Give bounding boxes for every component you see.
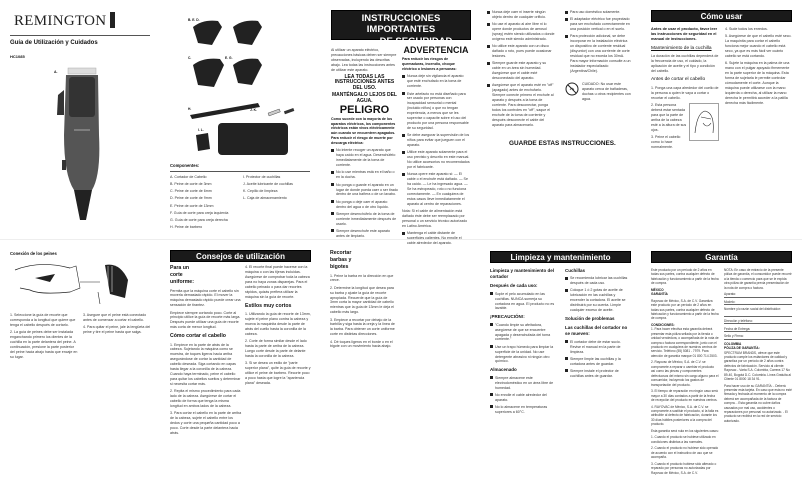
warranty-field[interactable]	[724, 300, 792, 305]
how-cut-step: 3. Para cortar el cabello en la parte de arriba de la cabeza, sujete el cabello entre los dedos y corte una pequeña cantidad poco a poco. Corte desde la parte delantera hacia atrás.	[170, 411, 242, 436]
field-label: Modelo:	[724, 299, 736, 304]
warranty-text: Rayovac de México, S.A. de C.V. Garantiza este producto por un período de 2 años en todas sus partes, contra cualquier defecto de fabricación y funcionamiento a partir de la fecha de compra.	[651, 298, 719, 321]
danger-item-text: Siempre desenchufe este aparato antes de limpiarlo.	[336, 228, 390, 238]
warning-item-text: Nunca opere este aparato si: — El cable o el enchufe está dañado. — Se ha caído. — Le ha ingresado agua. — Se ha estropeado, roto o no funciona correctamente. — En cualquiera de estos casos lleve inmediatamente el aparato al centro de reparaciones.	[407, 172, 468, 207]
danger-item-text: No ponga o deje caer el aparato dentro del agua o de otro líquido.	[336, 199, 389, 209]
warning-item	[402, 92, 470, 132]
beard-step: 1. Peine la barba en la dirección en que crece.	[330, 273, 394, 283]
short-style-step: 1. Utilizando la guía de recorte de 13mm, sujete el peine plano contra la cabeza y mueva la maquinita desde la parte de atrás del cuello hasta la coronilla de la cabeza.	[245, 311, 311, 336]
how-cut-step: 1. Empiece en la parte de atrás de la cabeza. Sujetando la máquina como se muestra, de toques ligeros hacia arriba asegurándose de cortar la cantidad de cabello deseada. Siga cortando en capas hasta llegar a la coronilla de la cabeza. Cuando haya terminado, peine el cabello para quitar los cabellos sueltos y determinar si necesita cortar más.	[170, 342, 241, 387]
trouble-item	[565, 357, 631, 367]
warranty-text: Para hacer uso de su GARANTÍA: - Deberá presentar esta tarjeta. En caso que esta no esté firmada y fechada al momento de la compra deberá ser acompañada de la factura de compra. - Esta garantía no cubre daños causados por mal uso, accidentes o reparaciones por personal no autorizado. - El producto se recibirá en la red de servicio autorizado.	[724, 383, 792, 423]
uniform-text: Permita que la máquina corte el cabello sin moverla demasiado rápido. El mover la máquina demasiado rápido puede crear una sensación de tirantez.	[170, 288, 241, 308]
trouble-item	[565, 340, 631, 355]
trouble-item-text: Siempre instale el protector de cuchillas antes de guardar.	[570, 368, 619, 378]
trouble-item	[565, 369, 631, 379]
safety-item-text: Siempre guarde este aparato y su cable en un área sin humedad. Asegúrese que el cable esté desconectado del aparato.	[492, 61, 547, 80]
mexico-heading: MÉXICO	[651, 287, 664, 292]
component-item: A. Cortador de Cabello	[170, 175, 207, 179]
warranty-text: 1. Para hacer efectiva esta garantía deberá presentar esta póliza sellada por la tienda o unidad vendedora, o acompañada de la nota de compra o factura correspondiente, junto con el producto en cualquiera de nuestros centros de servicio. Teléfono (55) 5081 - 7979. Para atención de garantía marque 01 800 714 2503.	[651, 327, 719, 358]
beard-step: 4. Dé toques ligeros en el borde o en el bigote con un movimiento hacia abajo.	[330, 339, 393, 349]
warranty-field[interactable]	[724, 327, 792, 332]
storage-item	[490, 393, 558, 403]
howto-col-2	[725, 27, 792, 108]
component-item: H. Peine de barbero	[170, 224, 203, 229]
accessories-illustration	[188, 15, 298, 155]
trouble-item-text: Siempre limpie las cuchillas y la cortadora antes de guardar.	[570, 356, 621, 366]
danger-item-text: Siempre desenchúfelo de la toma de corriente inmediatamente después de usarlo.	[336, 211, 397, 226]
howto-step: 2. Esta persona deberá estar sentada para que la parte de arriba de la cabeza esté a la altura de sus ojos.	[651, 102, 687, 132]
beard-step: 2. Determine la longitud que desea para su barba y ajuste la guía de recorte apropiada. Recuerde que la guía de 3mm corta la mayor cantidad de cabello mientras que la guía de 13mm le deja el cabello más largo.	[330, 285, 394, 315]
component-item: F. Guía de corte para oreja izquierda	[170, 210, 229, 215]
beard-heading: Recortar barbas y bigotes	[330, 250, 352, 271]
steps-with-illustration	[651, 103, 719, 152]
safety-col-3	[487, 10, 555, 130]
safety-item	[565, 10, 631, 15]
howto-col-1	[651, 27, 719, 152]
colombia-subheading: PÓLIZA DE GARANTÍA:	[724, 346, 760, 351]
warning-item	[402, 133, 470, 148]
warning-heading: ADVERTENCIA	[403, 45, 469, 55]
danger-text: Como sucede con la mayoría de los aparatos eléctricos, los componentes eléctricos están vivos eléctricamente aún cuando se encuentren apagados. Para reducir el riesgo de muerte por descarga eléctrica:	[331, 116, 396, 146]
safety-col-4	[565, 10, 631, 102]
warranty-text: 3. El tiempo de reparación en ningún caso será mayor a 30 días contados a partir de la fecha de recepción del producto en nuestros centros.	[651, 389, 718, 402]
safety-item	[487, 22, 555, 42]
howto-step: 6. Sujete la máquina en la palma de una mano con el pulgar apoyado firmemente en la parte superior de la máquina. Esta forma de sujetarla le permite controlar cómodamente el corte. Aunque la máquina puede utilizarse con la mano izquierda o derecha, al utilizar la mano derecha le permitirá acceder a la patilla derecha más fácilmente.	[725, 61, 790, 105]
component-item: B. Peine de corte de 3mm	[170, 182, 212, 187]
tips-title-bar: Consejos de utilización	[170, 250, 311, 262]
warranty-field[interactable]	[724, 292, 792, 297]
blades-item-text: Coloque 1 ó 2 gotas de aceite de lubricación en las cuchillas y encender la cortadora. El aceite se distribuirá por su cuenta. Limpie cualquier exceso de aceite.	[570, 288, 626, 313]
combs-heading: Conexión de los peines	[10, 251, 57, 256]
components-rule	[170, 171, 310, 172]
warning-item-text: Se debe asegurar la supervisión de los niños para evitar que jueguen con el aparato.	[407, 133, 470, 148]
how-cut-step: 2. Repita el mismo procedimiento para cada lado de la cabeza. Asegúrese de cortar el cabello de forma que tenga la misma longitud en ambos lados de la cabeza.	[170, 389, 241, 409]
howto-step: 3. Peine el cabello como lo hace normalmente.	[651, 134, 681, 149]
danger-item	[331, 183, 398, 198]
comb-attach-illustration	[10, 260, 150, 305]
model-number: HC1085	[10, 54, 25, 59]
component-item: D. Peine de corte de 9mm	[170, 196, 212, 201]
warranty-col-2	[724, 268, 792, 425]
no-water-icon	[565, 82, 579, 96]
combs-col-2	[83, 313, 151, 337]
warranty-text: Esta garantía será nula en los siguientes casos:	[651, 428, 719, 433]
warning-text: Para reducir los riesgos de quemaduras, incendio, choque eléctrico o lesiones a personas:	[402, 57, 457, 72]
safety-intro: Al utilizar un aparato eléctrico, precauciones básicas deben ser siempre observadas, incluyendo las descritas abajo. Lea todas las instrucciones antes de utilizar este aparato.	[331, 48, 397, 72]
save-instructions: GUARDE ESTAS INSTRUCCIONES.	[509, 140, 616, 147]
warranty-text: 2. Rayovac de México, S.A. de C.V. se compromete a reparar o cambiar el producto así como las piezas y componentes defectuosos del mismo sin cargo alguno para el consumidor, incluyendo los gastos de transportación del producto.	[651, 360, 719, 387]
caution-item	[490, 323, 558, 343]
warranty-text: 4. RAYOVAC de México, S.A. de C.V. se compromete a sustituir el producto, si la falla es atribuible al defecto de fabricación, durante los 30 días hábiles posteriores a la compra del producto.	[651, 404, 719, 427]
danger-item	[331, 170, 398, 180]
safety-item	[565, 17, 631, 32]
beard-step: 3. Empiece a recortar por debajo de la barbilla y siga hasta la oreja y la línea de la barba. Para obtener un corte uniforme corte en distintas direcciones.	[330, 317, 395, 337]
combs-step: 3. Asegure que el peine está conectado antes de comenzar a cortar el cabello.	[83, 313, 147, 322]
warning-item-text: Mantenga el cable distante de cable alrededor del aparato.	[407, 231, 455, 246]
warranty-exclusion: 3. Cuando el producto hubiese sido alterado o reparado por personas no autorizadas por Rayovac de México, S.A. de C.V.	[651, 461, 717, 475]
warning-item	[402, 150, 470, 170]
conditions-heading: CONDICIONES:	[651, 323, 675, 328]
blades-item	[565, 276, 631, 286]
storage-item	[490, 405, 558, 415]
warranty-exclusion: 2. Cuando el producto no hubiese sido operado de acuerdo con el instructivo de uso que se acompaña.	[651, 446, 719, 460]
storage-item-text: No enrolle el cable alrededor del aparato.	[495, 392, 547, 402]
tips-col-1	[170, 265, 242, 438]
short-styles-heading: Estilos muy cortos	[245, 302, 292, 309]
warning-item	[402, 172, 470, 207]
warranty-field[interactable]	[724, 334, 792, 339]
beard-col	[330, 250, 396, 352]
cable-note: Nota: Si el cable de alimentación está dañado éste debe ser reemplazado por personal o un servicio técnico autorizado en Latino América.	[402, 209, 468, 229]
blades-item	[565, 288, 631, 313]
part-label: B. E. D.	[188, 18, 200, 22]
safety-item-text: No use el aparato al aire libre ni lo opere donde productos de aerosol (spray) estén siendo utilizados o donde oxígeno esté siendo administrado.	[492, 22, 555, 41]
warranty-exclusion: 1. Cuando el producto se hubiese utilizado en condiciones distintas a las normales.	[651, 435, 716, 444]
storage-heading: Almacenado	[490, 367, 517, 373]
mexico-subheading: GARANTÍA	[651, 292, 668, 297]
short-style-step: 2. Corte de forma similar desde el lado hasta la parte de arriba de la cabeza. Luego corte desde la parte de delante hasta la coronilla de la cabeza.	[245, 338, 307, 358]
maintenance-heading: Mantenimiento de la cuchilla	[651, 45, 712, 51]
caution-item	[490, 345, 558, 365]
after-use-heading: Después de cada uso:	[490, 283, 538, 289]
safety-item-text: No utilice este aparato con un disco dañado o roto, pues puede ocasionar lesiones.	[492, 44, 552, 58]
caution-item-text: "Cuando limpie su afeitadora, asegúrese de que se encuentre apagada y desenchufada del toma corriente."	[495, 322, 551, 342]
warranty-title-bar: Garantía	[651, 251, 792, 263]
care-block	[565, 82, 631, 102]
cleaning-item	[490, 292, 558, 312]
how-cut-heading: Cómo cortar el cabello	[170, 333, 226, 340]
part-label: H.	[188, 107, 192, 111]
component-item: K. Cepillo de limpieza	[243, 189, 278, 194]
storage-item	[490, 376, 558, 391]
storage-item-text: Siempre almacene este electrodoméstico en un área libre de humedad.	[495, 375, 554, 390]
warning-item-text: Nunca deje sin vigilancia el aparato que esté enchufado en la toma de corriente.	[407, 74, 464, 89]
troubleshooting-subheading: Las cuchillas del cortador no se mueven:	[565, 325, 628, 337]
cleaning-col-2	[565, 268, 631, 381]
part-label: E. G.	[225, 56, 233, 60]
safety-item	[487, 44, 555, 59]
danger-item-text: No lo use mientras está en el baño o en la ducha.	[336, 170, 395, 180]
component-item: L. Caja de almacenamiento	[243, 196, 287, 201]
part-label: I. L.	[198, 128, 204, 132]
caution-item-text: Use un trapo húmedo para limpiar la superficie de la unidad. No use detergente abrasivo ni ningún otro químico.	[495, 344, 554, 364]
safety-col-1	[331, 48, 398, 241]
safety-item-text: Para protección adicional, se debe incorporar en la instalación eléctrica un dispositivo de corriente residual (disyuntor) con una corriente de corte residual que no exceda los 30mA. Para mayor información consulte a un instalador especializado (Argentina/Chile).	[570, 34, 631, 73]
warning-item-text: Utilice este aparato solamente para el uso previsto y descrito en este manual. No utilice accesorios no recomendados por el fabricante.	[407, 150, 470, 170]
field-label: Dirección y teléfono:	[724, 319, 753, 323]
combs-col-1	[10, 313, 78, 362]
howto-step: 1. Ponga una capa alrededor del cuello de la persona a quien le vaya a cortar o recortar el cabello.	[651, 85, 719, 100]
component-item: C. Peine de corte de 6mm	[170, 189, 212, 194]
danger-item-text: No intente recoger un aparato que haya caído en el agua. Desenchúfelo inmediatamente de la toma de corriente.	[336, 148, 396, 168]
brand-logo	[14, 12, 115, 30]
combs-step: 1. Seleccione la guía de recorte que corresponda a la longitud que quiere que tenga el cabello después de cortarlo.	[10, 313, 76, 327]
how-cut-step: 4. El recorte final puede hacerse con la máquina o con las tijeras incluidas. Asegúrese de comprobar toda la cabeza para no haya zonas disparejas. Para el cabello peinado o para dar recortes rápidos, quizás prefiera utilizar la máquina sin la guía de recorte.	[245, 265, 310, 299]
warranty-field[interactable]	[724, 307, 792, 316]
howto-title-bar: Cómo usar	[651, 10, 792, 22]
cleaning-heading: Limpieza y mantenimiento del cortador	[490, 268, 555, 280]
uniform-text-2: Empiece siempre cortando poco. Corte al principio utilice la guía de recorte más larga. Después puede utilizar una guía de recorte más corta de menor longitud.	[170, 310, 241, 330]
howto-step: 4. Sude todos los enredos.	[725, 27, 768, 31]
danger-item	[331, 229, 398, 239]
safety-item	[487, 10, 555, 20]
warranty-field[interactable]	[724, 319, 792, 324]
component-item: G. Guía de corte para oreja derecha	[170, 217, 228, 222]
cover-title: Guía de Utilización y Cuidados	[10, 40, 98, 46]
seated-person-illustration	[689, 103, 719, 141]
field-label: Aparato:	[724, 292, 737, 297]
safety-item-text: Asegúrese que el aparato esté en "off" (apagado) antes de enchufarlo. Siempre conecte primero el enchufe al aparato y después a la toma de corriente. Para desconectar, ponga todos los controles en "off", saque el enchufe de la toma de corriente y después desconecte el cable del aparato para almacenarlo.	[492, 83, 554, 127]
clipper-illustration	[52, 65, 102, 225]
cleaning-col-1	[490, 268, 558, 417]
cleaning-title-bar: Limpieza y mantenimiento	[490, 251, 631, 263]
part-label: A.	[54, 70, 58, 74]
danger-item	[331, 200, 398, 210]
cover-rule	[10, 35, 150, 36]
danger-item	[331, 148, 398, 168]
safety-item	[565, 34, 631, 74]
warranty-text: SPECTRUM BRANDS, ofrece que este producto cumple los estándares de calidad y garantiza por un período de 2 años contra defectos de fabricación. Servicio al cliente: Rayovac - Varta S.A. Colombia, Carrera 17 No 89-40, Bogotá D.C. Colombia. Línea Gratuita al Cliente 01 8000 18 34 91.	[724, 350, 791, 382]
part-label: J. K.	[250, 108, 257, 112]
warranty-col-1	[651, 268, 719, 477]
danger-item-text: No ponga o guarde el aparato en un lugar de donde pueda caer o ser tirado dentro de una bañera o de un lavabo.	[336, 182, 398, 197]
cleaning-item-text: Sople el pelo acumulado en las cuchillas. NUNCA sumerja su cortadora en agua. El producto no es lavable.	[495, 291, 555, 311]
keep-away-heading: MANTÉNGALO LEJOS DEL AGUA.	[331, 92, 397, 104]
component-item: E. Peine de corte de 13mm	[170, 203, 214, 208]
warranty-note: NOTA: En caso de extravío de la presente póliza de garantía, el consumidor puede recurrir a la tienda o comercio para que se le expida otra póliza de garantía previa presentación de la nota de compra o factura.	[724, 268, 792, 290]
fold-line	[0, 239, 802, 240]
components-list	[170, 175, 235, 232]
blades-item-text: Se recomienda lubricar las cuchillas después de cada uso.	[570, 276, 628, 286]
read-all-heading: LEA TODAS LAS INSTRUCCIONES ANTES DEL USO.	[334, 73, 395, 91]
danger-item	[331, 212, 398, 227]
components-list-2	[243, 175, 313, 204]
components-heading: Componentes:	[170, 163, 200, 168]
safety-title: INSTRUCCIONES IMPORTANTES	[361, 13, 441, 36]
blades-heading: Cuchillas	[565, 268, 586, 273]
field-label: Fecha de Entrega:	[724, 326, 751, 331]
warranty-text: Este producto por un período de 2 años en todas sus partes, contra cualquier defecto de fabricación y funcionamiento a partir de la fecha de compra.	[651, 268, 719, 286]
maintenance-text: La duración de las cuchillas dependerá de la frecuencia de uso, el cuidado, la aplicación de aceite y el tipo y condición del cabello.	[651, 54, 719, 74]
howto-step: 5. Asegúrese de que el cabello esté seco. La maquinita para cortar el cabello funciona mejor cuando el cabello está seco, ya que es más fácil ver cuánto cabello se está cortando.	[725, 34, 792, 58]
trouble-item-text: El cortador debe de estar sucio. Revise el manual en la parte de limpieza.	[570, 339, 621, 354]
safety-item-text: Nunca deje caer ni inserte ningún objeto dentro de cualquier orificio.	[492, 10, 546, 19]
component-item: J. Aceite lubricante de cuchillas	[243, 182, 293, 187]
storage-item-text: No lo almacene en temperaturas superiores a 60°C.	[495, 404, 548, 414]
combs-step: 4. Para quitar el peine, jale la lengüeta del peine y tire el peine hasta que salga.	[83, 325, 151, 335]
before-cutting-heading: Antes de cortar el cabello	[651, 77, 706, 83]
danger-heading: PELIGRO	[339, 104, 390, 117]
safety-item	[487, 61, 555, 81]
short-style-step: 3. Si se desea un estilo de "parte superior plana", quite la guía de recorte y utilice el peine de barbero. Recorte poco a poco hasta que logre la "apariencia plana" deseada.	[245, 360, 311, 385]
care-note: CUIDADO: No usar este aparato cerca de bañaderas, duchas u otros recipientes con agua.	[582, 81, 631, 101]
field-label: Nombre y/o razón social del distribuidor:	[724, 307, 781, 312]
warning-item-text: Este artefacto no está diseñado para ser usado por personas con incapacidad sensorial o mental (incluido niños) o que no tengan experiencia, a menos que se les supervise o capacite sobre el uso del producto por una persona responsable de su seguridad.	[407, 91, 469, 131]
brand-name: REMINGTON	[14, 13, 107, 29]
safety-title: DE SEGURIDAD	[379, 35, 453, 47]
combs-step: 2. La guía de peines debe ser instalada enganchando primero los dientes de la cuchilla en la parte delantera del peine. A continuación, presione la parte posterior del peine hacia abajo hasta que encaje en su lugar.	[10, 330, 78, 359]
howto-intro: Antes de usar el producto, favor leer las instrucciones de seguridad en el manual de instrucciones.	[651, 27, 718, 42]
safety-title-bar	[331, 10, 471, 47]
colombia-heading: COLOMBIA	[724, 341, 742, 346]
caution-heading: ¡PRECAUCIÓN!:	[490, 314, 525, 320]
uniform-heading: Para un corte uniforme:	[170, 265, 194, 286]
tips-col-2	[245, 265, 311, 388]
safety-item-text: El adaptador eléctrico fue proyectado para ser enchufado correctamente en una posición vertical o en el suelo.	[570, 17, 630, 32]
warning-item	[402, 74, 470, 89]
safety-item	[487, 83, 555, 128]
safety-col-2	[402, 44, 470, 248]
safety-item-text: Para uso doméstico solamente.	[570, 10, 621, 14]
component-item: I. Protector de cuchillas	[243, 175, 281, 179]
field-label: Sello y Firma:	[724, 334, 744, 339]
troubleshooting-heading: Solución de problemas	[565, 316, 615, 322]
part-label: C.	[188, 56, 192, 60]
